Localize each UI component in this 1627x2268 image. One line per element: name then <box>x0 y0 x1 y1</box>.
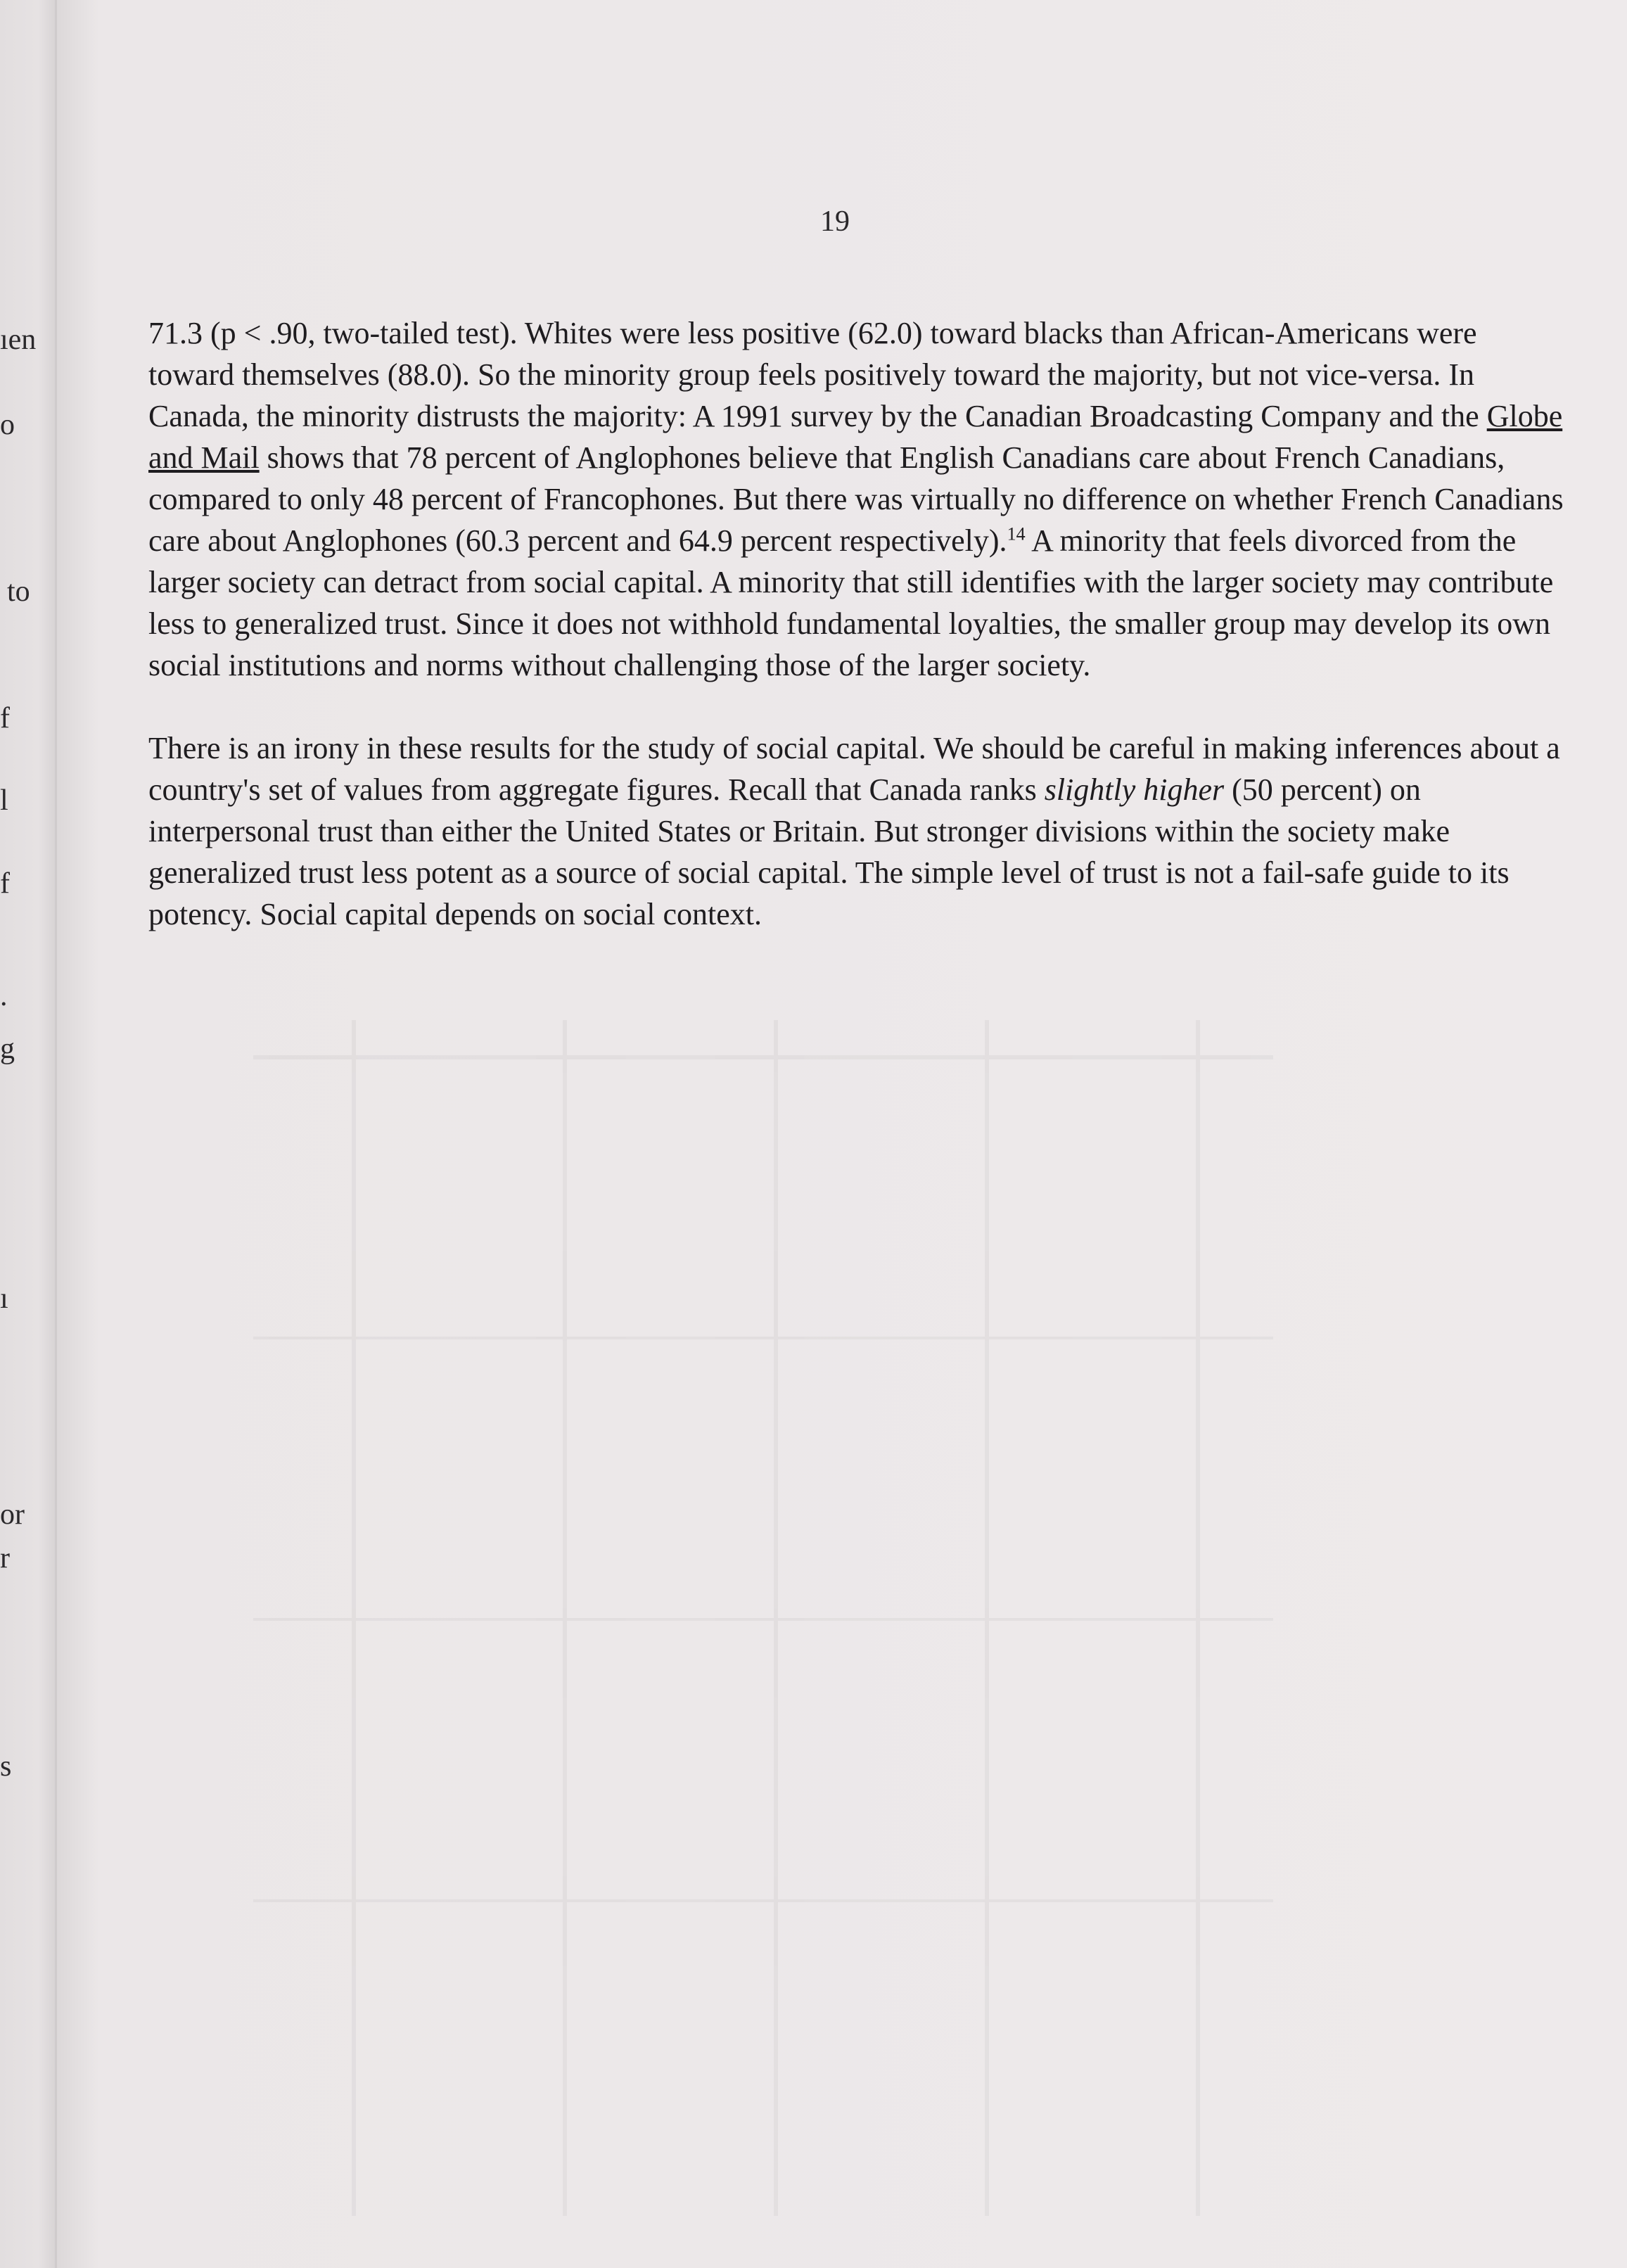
footnote-marker: 14 <box>1007 523 1026 544</box>
facing-page-fragment: o <box>0 409 15 441</box>
facing-page-fragment: ıen <box>0 324 37 356</box>
paragraph <box>148 271 1569 686</box>
text-run: (50 percent) on interpersonal trust than either the United States or Britain. But stronger divisions within the society make generalized trust less potent as a source of social capital. The simple level of trust is not a fail-safe guide to its potency. Social capital depends on social context. <box>148 772 1510 931</box>
facing-page-fragment: g <box>0 1033 15 1065</box>
facing-page-fragment: to <box>7 575 30 608</box>
document-page <box>57 0 1627 2268</box>
facing-page-fragment: r <box>0 1542 10 1574</box>
facing-page-fragment: s <box>0 1750 12 1783</box>
text-run: A minority that feels divorced from the larger society can detract from social capital. A minority that still identifies with the larger society may contribute less to generalized trust. Since it does not withhold fundamental loyalties, the smaller group may develop its own social institutions and norms without challenging those of the larger society. <box>148 523 1554 682</box>
publication-title: Globe and Mail <box>148 399 1563 475</box>
facing-page-fragment: or <box>0 1498 25 1531</box>
body-text <box>148 271 1569 935</box>
facing-page-edge <box>0 0 57 2268</box>
text-run: There is an irony in these results for the study of social capital. We should be careful in making inferences about a country's set of values from aggregate figures. Recall that Canada ranks <box>148 731 1560 807</box>
emphasis-text: slightly higher <box>1044 772 1225 807</box>
paragraph <box>148 686 1569 935</box>
facing-page-fragment: f <box>0 702 10 734</box>
page-number: 19 <box>820 205 850 238</box>
facing-page-fragment: l <box>0 784 8 817</box>
facing-page-fragment: . <box>0 980 8 1012</box>
text-run: shows that 78 percent of Anglophones believe that English Canadians care about French Canadians, compared to only 48 percent of Francophones. But there was virtually no difference on whether French Canadians care about Anglophones (60.3 percent and 64.9 percent respectively). <box>148 440 1564 558</box>
facing-page-fragment: ı <box>0 1282 8 1315</box>
text-run: 71.3 (p < .90, two-tailed test). Whites were less positive (62.0) toward blacks than African-Americans were toward themselves (88.0). So the minority group feels positively toward the majority, but not vice-versa. In Canada, the minority distrusts the majority: A 1991 survey by the Canadian Broadcasting Company and the <box>148 316 1487 433</box>
facing-page-fragment: f <box>0 867 10 900</box>
